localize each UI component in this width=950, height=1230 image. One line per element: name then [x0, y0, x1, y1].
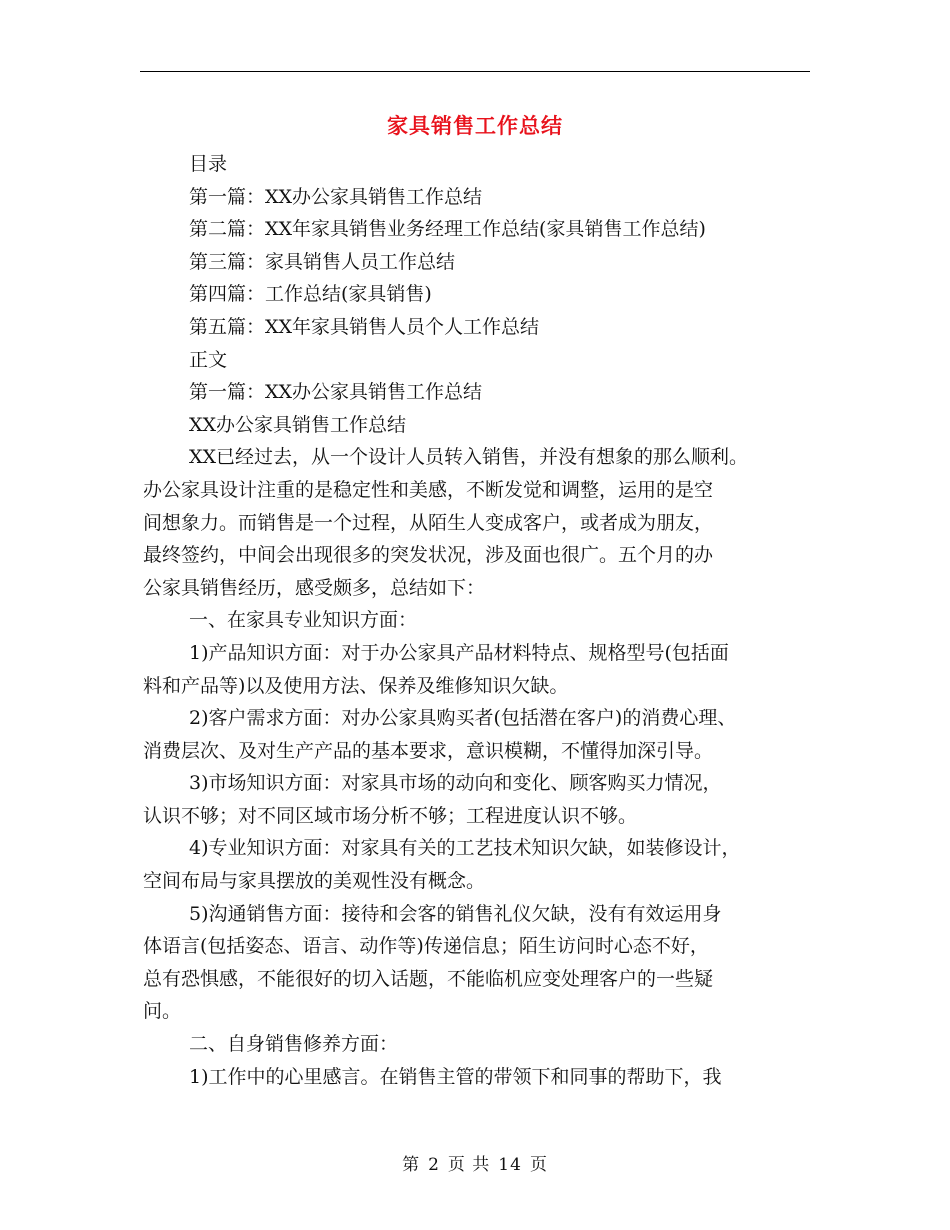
- body-line: 体语言(包括姿态、语言、动作等)传递信息；陌生访问时心态不好，: [143, 935, 709, 958]
- body-line: 总有恐惧感，不能很好的切入话题，不能临机应变处理客户的一些疑: [143, 967, 714, 990]
- body-line: 第一篇：XX办公家具销售工作总结: [189, 185, 483, 208]
- body-line: 消费层次、及对生产产品的基本要求，意识模糊，不懂得加深引导。: [143, 739, 714, 762]
- body-line: 问。: [143, 1000, 182, 1023]
- body-line: 办公家具设计注重的是稳定性和美感，不断发觉和调整，运用的是空: [143, 478, 714, 501]
- body-line: 认识不够；对不同区域市场分析不够；工程进度认识不够。: [143, 804, 638, 827]
- document-body: [143, 148, 811, 1093]
- body-line: 空间布局与家具摆放的美观性没有概念。: [143, 870, 486, 893]
- body-line: 二、自身销售修养方面：: [189, 1033, 399, 1056]
- body-line: 4)专业知识方面：对家具有关的工艺技术知识欠缺，如装修设计，: [189, 837, 741, 860]
- footer-suffix: 页: [529, 1155, 548, 1175]
- footer-total-pages: 14: [498, 1155, 522, 1175]
- document-title: 家具销售工作总结: [387, 113, 563, 138]
- body-line: 第五篇：XX年家具销售人员个人工作总结: [189, 315, 540, 338]
- body-line: 料和产品等)以及使用方法、保养及维修知识欠缺。: [143, 674, 569, 697]
- footer-page-number: 2: [428, 1155, 440, 1175]
- body-line: 第二篇：XX年家具销售业务经理工作总结(家具销售工作总结): [189, 218, 706, 241]
- body-line: 2)客户需求方面：对办公家具购买者(包括潜在客户)的消费心理、: [189, 707, 737, 730]
- body-line: 3)市场知识方面：对家具市场的动向和变化、顾客购买力情况，: [189, 772, 722, 795]
- body-line: XX已经过去，从一个设计人员转入销售，并没有想象的那么顺利。: [189, 446, 749, 469]
- page-footer: [140, 1150, 810, 1180]
- body-line: 最终签约，中间会出现很多的突发状况，涉及面也很广。五个月的办: [143, 544, 714, 567]
- body-line: 正文: [189, 348, 228, 371]
- body-line: 1)工作中的心里感言。在销售主管的带领下和同事的帮助下，我: [189, 1065, 722, 1088]
- body-line: 1)产品知识方面：对于办公家具产品材料特点、规格型号(包括面: [189, 641, 729, 664]
- body-line: 第四篇：工作总结(家具销售): [189, 283, 432, 306]
- body-line: 第三篇：家具销售人员工作总结: [189, 250, 456, 273]
- body-line: 公家具销售经历，感受颇多，总结如下：: [143, 576, 486, 599]
- header-rule: [140, 71, 810, 72]
- footer-middle: 页 共: [447, 1155, 491, 1175]
- body-line: 5)沟通销售方面：接待和会客的销售礼仪欠缺，没有有效运用身: [189, 902, 722, 925]
- body-line: 间想象力。而销售是一个过程，从陌生人变成客户，或者成为朋友，: [143, 511, 714, 534]
- body-line: XX办公家具销售工作总结: [189, 413, 407, 436]
- body-line: 一、在家具专业知识方面：: [189, 609, 418, 632]
- footer-prefix: 第: [402, 1155, 421, 1175]
- body-line: 第一篇：XX办公家具销售工作总结: [189, 381, 483, 404]
- body-line: 目录: [189, 153, 228, 175]
